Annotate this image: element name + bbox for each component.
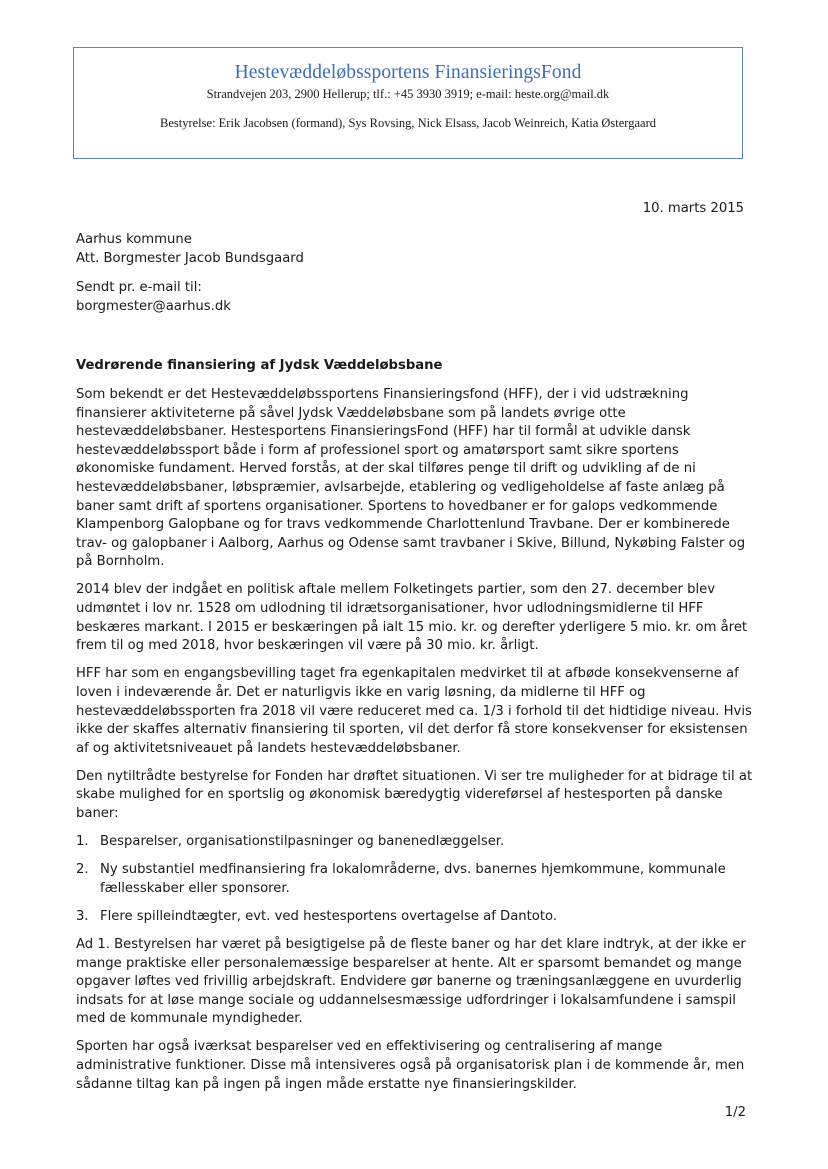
subject-heading: Vedrørende finansiering af Jydsk Væddeløbsbane xyxy=(76,358,443,373)
options-list xyxy=(76,833,756,926)
sent-info xyxy=(76,279,756,316)
paragraph: Ad 1. Bestyrelsen har været på besigtigelse på de fleste baner og har det klare indtryk, at der ikke er mange praktiske eller personalemæssige besparelser at hente. Alt er sparsomt bemandet og mange opgaver løftes ved frivillig arbejdskraft. Endvidere gør banerne og træningsanlæggene en uvurderlig indsats for at løse mange sociale og uddannelsesmæssige udfordringer i lokalsamfundene i samspil med de kommunale myndigheder. xyxy=(76,936,746,1027)
paragraph: Den nytiltrådte bestyrelse for Fonden har drøftet situationen. Vi ser tre muligheder for at bidrage til at skabe mulighed for en sportslig og økonomisk bæredygtig videreførsel af hestesporten på danske baner: xyxy=(76,768,753,821)
letter-date: 10. marts 2015 xyxy=(642,201,744,216)
email-address: borgmester@aarhus.dk xyxy=(76,298,231,314)
letterhead-board: Bestyrelse: Erik Jacobsen (formand), Sys Rovsing, Nick Elsass, Jacob Weinreich, Katia Østergaard xyxy=(160,116,656,130)
recipient-line: Att. Borgmester Jacob Bundsgaard xyxy=(76,250,304,266)
page-number: 1/2 xyxy=(724,1105,746,1120)
letterhead-address: Strandvejen 203, 2900 Hellerup; tlf.: +45 3930 3919; e-mail: heste.org@mail.dk xyxy=(206,87,610,101)
list-item xyxy=(76,861,756,898)
list-text: Flere spilleindtægter, evt. ved hestesportens overtagelse af Dantoto. xyxy=(100,908,558,924)
paragraph: Som bekendt er det Hestevæddeløbssportens Finansieringsfond (HFF), der i vid udstrækning finansierer aktiviteterne på såvel Jydsk Væddeløbsbane som på landets øvrige otte hestevæddeløbsbaner. Hestesportens FinansieringsFond (HFF) har til formål at udvikle dansk hestevæddeløbssport både i form af professionel sport og amatørsport samt sikre sportens økonomiske fundament. Herved forstås, at der skal tilføres penge til drift og udvikling af de ni hestevæddeløbsbaner, løbspræmier, avlsarbejde, etablering og vedligeholdelse af faste anlæg på baner samt drift af sportens organisationer. Sportens to hovedbaner er for galops vedkommende Klampenborg Galopbane og for travs vedkommende Charlottenlund Travbane. Der er kombinerede trav- og galopbaner i Aalborg, Aarhus og Odense samt travbaner i Skive, Billund, Nykøbing Falster og på Bornholm. xyxy=(76,387,746,570)
list-item xyxy=(76,908,756,927)
list-number: 1. xyxy=(76,834,89,850)
letter-body xyxy=(76,386,756,1104)
sent-label: Sendt pr. e-mail til: xyxy=(76,280,202,295)
list-text: Ny substantiel medfinansiering fra lokalområderne, dvs. banernes hjemkommune, kommunale fællesskaber eller sponsorer. xyxy=(100,862,726,896)
list-number: 2. xyxy=(76,862,89,878)
letterhead xyxy=(73,47,743,159)
letterhead-title: Hestevæddeløbssportens FinansieringsFond xyxy=(234,62,582,83)
list-text: Besparelser, organisationstilpasninger og banenedlæggelser. xyxy=(100,834,505,850)
paragraph: 2014 blev der indgået en politisk aftale mellem Folketingets partier, som den 27. december blev udmøntet i lov nr. 1528 om udlodning til idrætsorganisationer, hvor udlodningsmidlerne til HFF beskæres markant. I 2015 er beskæringen på ialt 15 mio. kr. og derefter yderligere 5 mio. kr. om året frem til og med 2018, hvor beskæringen vil være på 30 mio. kr. årligt. xyxy=(76,582,748,654)
recipient xyxy=(76,231,756,268)
list-item xyxy=(76,833,756,852)
list-number: 3. xyxy=(76,908,89,924)
recipient-line: Aarhus kommune xyxy=(76,232,192,247)
paragraph: Sporten har også iværksat besparelser ved en effektivisering og centralisering af mange administrative funktioner. Disse må intensiveres også på organisatorisk plan i de kommende år, men sådanne tiltag kan på ingen på ingen måde erstatte nye finansieringskilder. xyxy=(76,1039,745,1092)
paragraph: HFF har som en engangsbevilling taget fra egenkapitalen medvirket til at afbøde konsekvenserne af loven i indeværende år. Det er naturligvis ikke en varig løsning, da midlerne til HFF og hestevæddeløbssporten fra 2018 vil være reduceret med ca. 1/3 i forhold til det hidtidige niveau. Hvis ikke der skaffes alternativ finansiering til sporten, vil det derfor få store konsekvenser for eksistensen af og aktivitetsniveauet på landets hestevæddeløbsbaner. xyxy=(76,666,752,756)
